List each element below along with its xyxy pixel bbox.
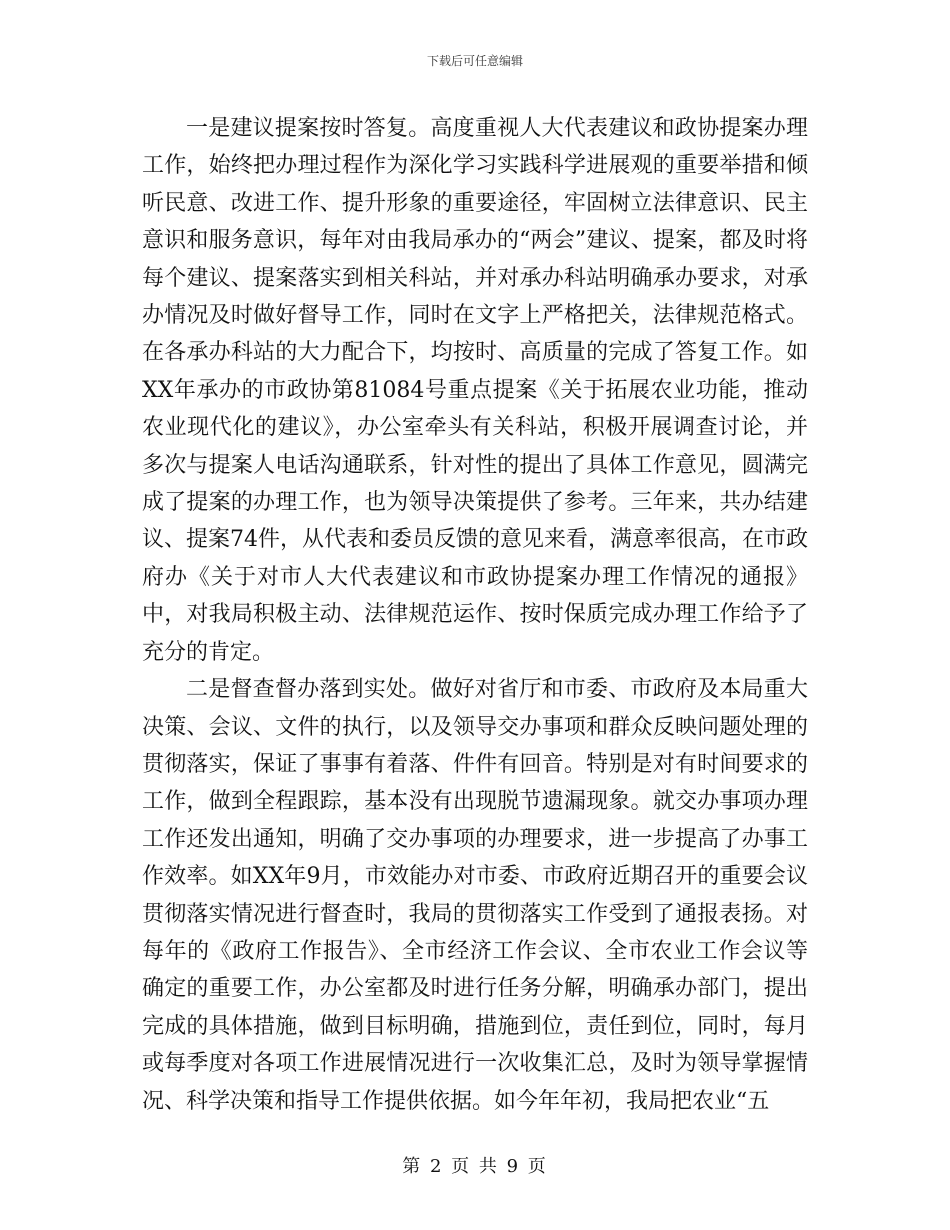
paragraph-supervision: 二是督查督办落到实处。做好对省厅和市委、市政府及本局重大决策、会议、文件的执行，以及领导交办事项和群众反映问题处理的贯彻落实，保证了事事有着落、件件有回音。特别是对有时间要求的工作，做到全程跟踪，基本没有出现脱节遗漏现象。就交办事项办理工作还发出通知，明确了交办事项的办理要求，进一步提高了办事工作效率。如XX年9月，市效能办对市委、市政府近期召开的重要会议贯彻落实情况进行督查时，我局的贯彻落实工作受到了通报表扬。对每年的《政府工作报告》、全市经济工作会议、全市农业工作会议等确定的重要工作，办公室都及时进行任务分解，明确承办部门，提出完成的具体措施，做到目标明确，措施到位，责任到位，同时，每月或每季度对各项工作进展情况进行一次收集汇总，及时为领导掌握情况、科学决策和指导工作提供依据。如今年年初，我局把农业“五	[142, 677, 808, 1114]
page-number: 第 2 页 共 9 页	[402, 1156, 548, 1177]
paragraph-suggestions-replies: 一是建议提案按时答复。高度重视人大代表建议和政协提案办理工作，始终把办理过程作为深化学习实践科学进展观的重要举措和倾听民意、改进工作、提升形象的重要途径，牢固树立法律意识、民主意识和服务意识，每年对由我局承办的“两会”建议、提案，都及时将每个建议、提案落实到相关科站，并对承办科站明确承办要求，对承办情况及时做好督导工作，同时在文字上严格把关，法律规范格式。在各承办科站的大力配合下，均按时、高质量的完成了答复工作。如XX年承办的市政协第81084号重点提案《关于拓展农业功能，推动农业现代化的建议》，办公室牵头有关科站，积极开展调查讨论，并多次与提案人电话沟通联系，针对性的提出了具体工作意见，圆满完成了提案的办理工作，也为领导决策提供了参考。三年来，共办结建议、提案74件，从代表和委员反馈的意见来看，满意率很高，在市政府办《关于对市人大代表建议和市政协提案办理工作情况的通报》中，对我局积极主动、法律规范运作、按时保质完成办理工作给予了充分的肯定。	[142, 116, 808, 665]
page-header-note: 下载后可任意编辑	[426, 54, 523, 68]
document-body	[142, 110, 808, 1120]
